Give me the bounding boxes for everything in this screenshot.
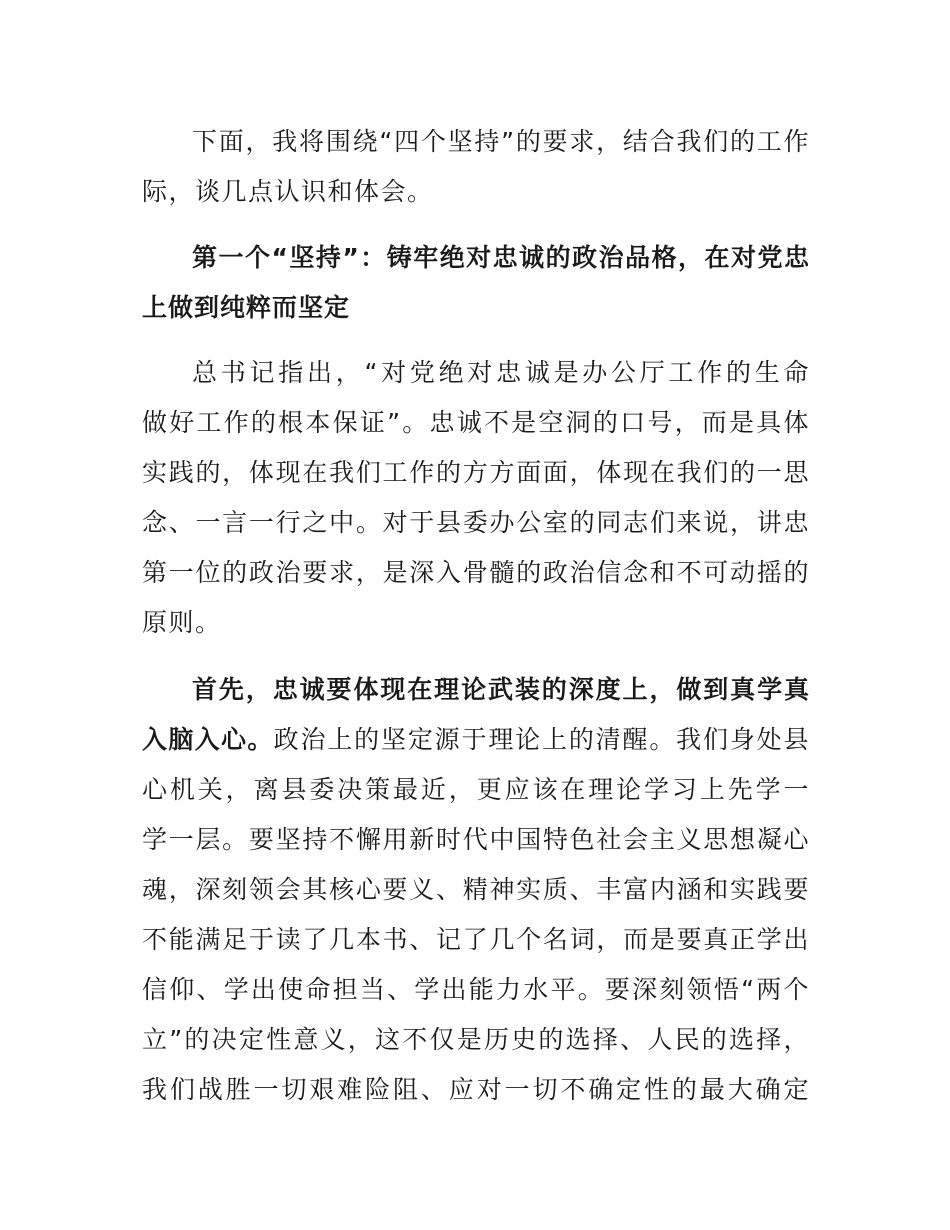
para-2-lead-line-1: 首先，忠诚要体现在理论武装的深度上，做到真学真 [192,675,810,704]
para-2-line-7: 信仰、学出使命担当、学出能力水平。要深刻领悟“两个 [142,975,810,1004]
para-1-line-1: 总书记指出，“对党绝对忠诚是办公厅工作的生命 [192,358,810,387]
para-1-line-2: 做好工作的根本保证”。忠诚不是空洞的口号，而是具体 [142,408,810,437]
para-1-line-6: 原则。 [142,608,222,637]
para-2-line-6: 不能满足于读了几本书、记了几个名词，而是要真正学出 [142,925,810,954]
heading-1-line-2: 上做到纯粹而坚定 [142,293,351,322]
para-2-line-3: 心机关，离县委决策最近，更应该在理论学习上先学一 [142,775,810,804]
para-2-line-8: 立”的决定性意义，这不仅是历史的选择、人民的选择， [142,1025,810,1054]
para-2-line-9: 我们战胜一切艰难险阻、应对一切不确定性的最大确定 [142,1075,810,1104]
para-2-line-2-rest: 政治上的坚定源于理论上的清醒。我们身处县 [273,725,810,754]
para-2-lead-line-2: 入脑入心。 [142,725,274,754]
heading-1-line-1: 第一个“坚持”：铸牢绝对忠诚的政治品格，在对党忠 [192,243,810,272]
intro-line-1: 下面，我将围绕“四个坚持”的要求，结合我们的工作 [192,127,810,156]
para-1-line-5: 第一位的政治要求，是深入骨髓的政治信念和不可动摇的 [142,558,810,587]
para-1-line-3: 实践的，体现在我们工作的方方面面，体现在我们的一思 [142,458,810,487]
para-2-line-5: 魂，深刻领会其核心要义、精神实质、丰富内涵和实践要 [142,875,810,904]
intro-line-2: 际，谈几点认识和体会。 [142,177,434,206]
para-2-line-4: 学一层。要坚持不懈用新时代中国特色社会主义思想凝心 [142,825,810,854]
para-1-line-4: 念、一言一行之中。对于县委办公室的同志们来说，讲忠 [142,508,810,537]
para-2-line-2 [142,722,810,758]
